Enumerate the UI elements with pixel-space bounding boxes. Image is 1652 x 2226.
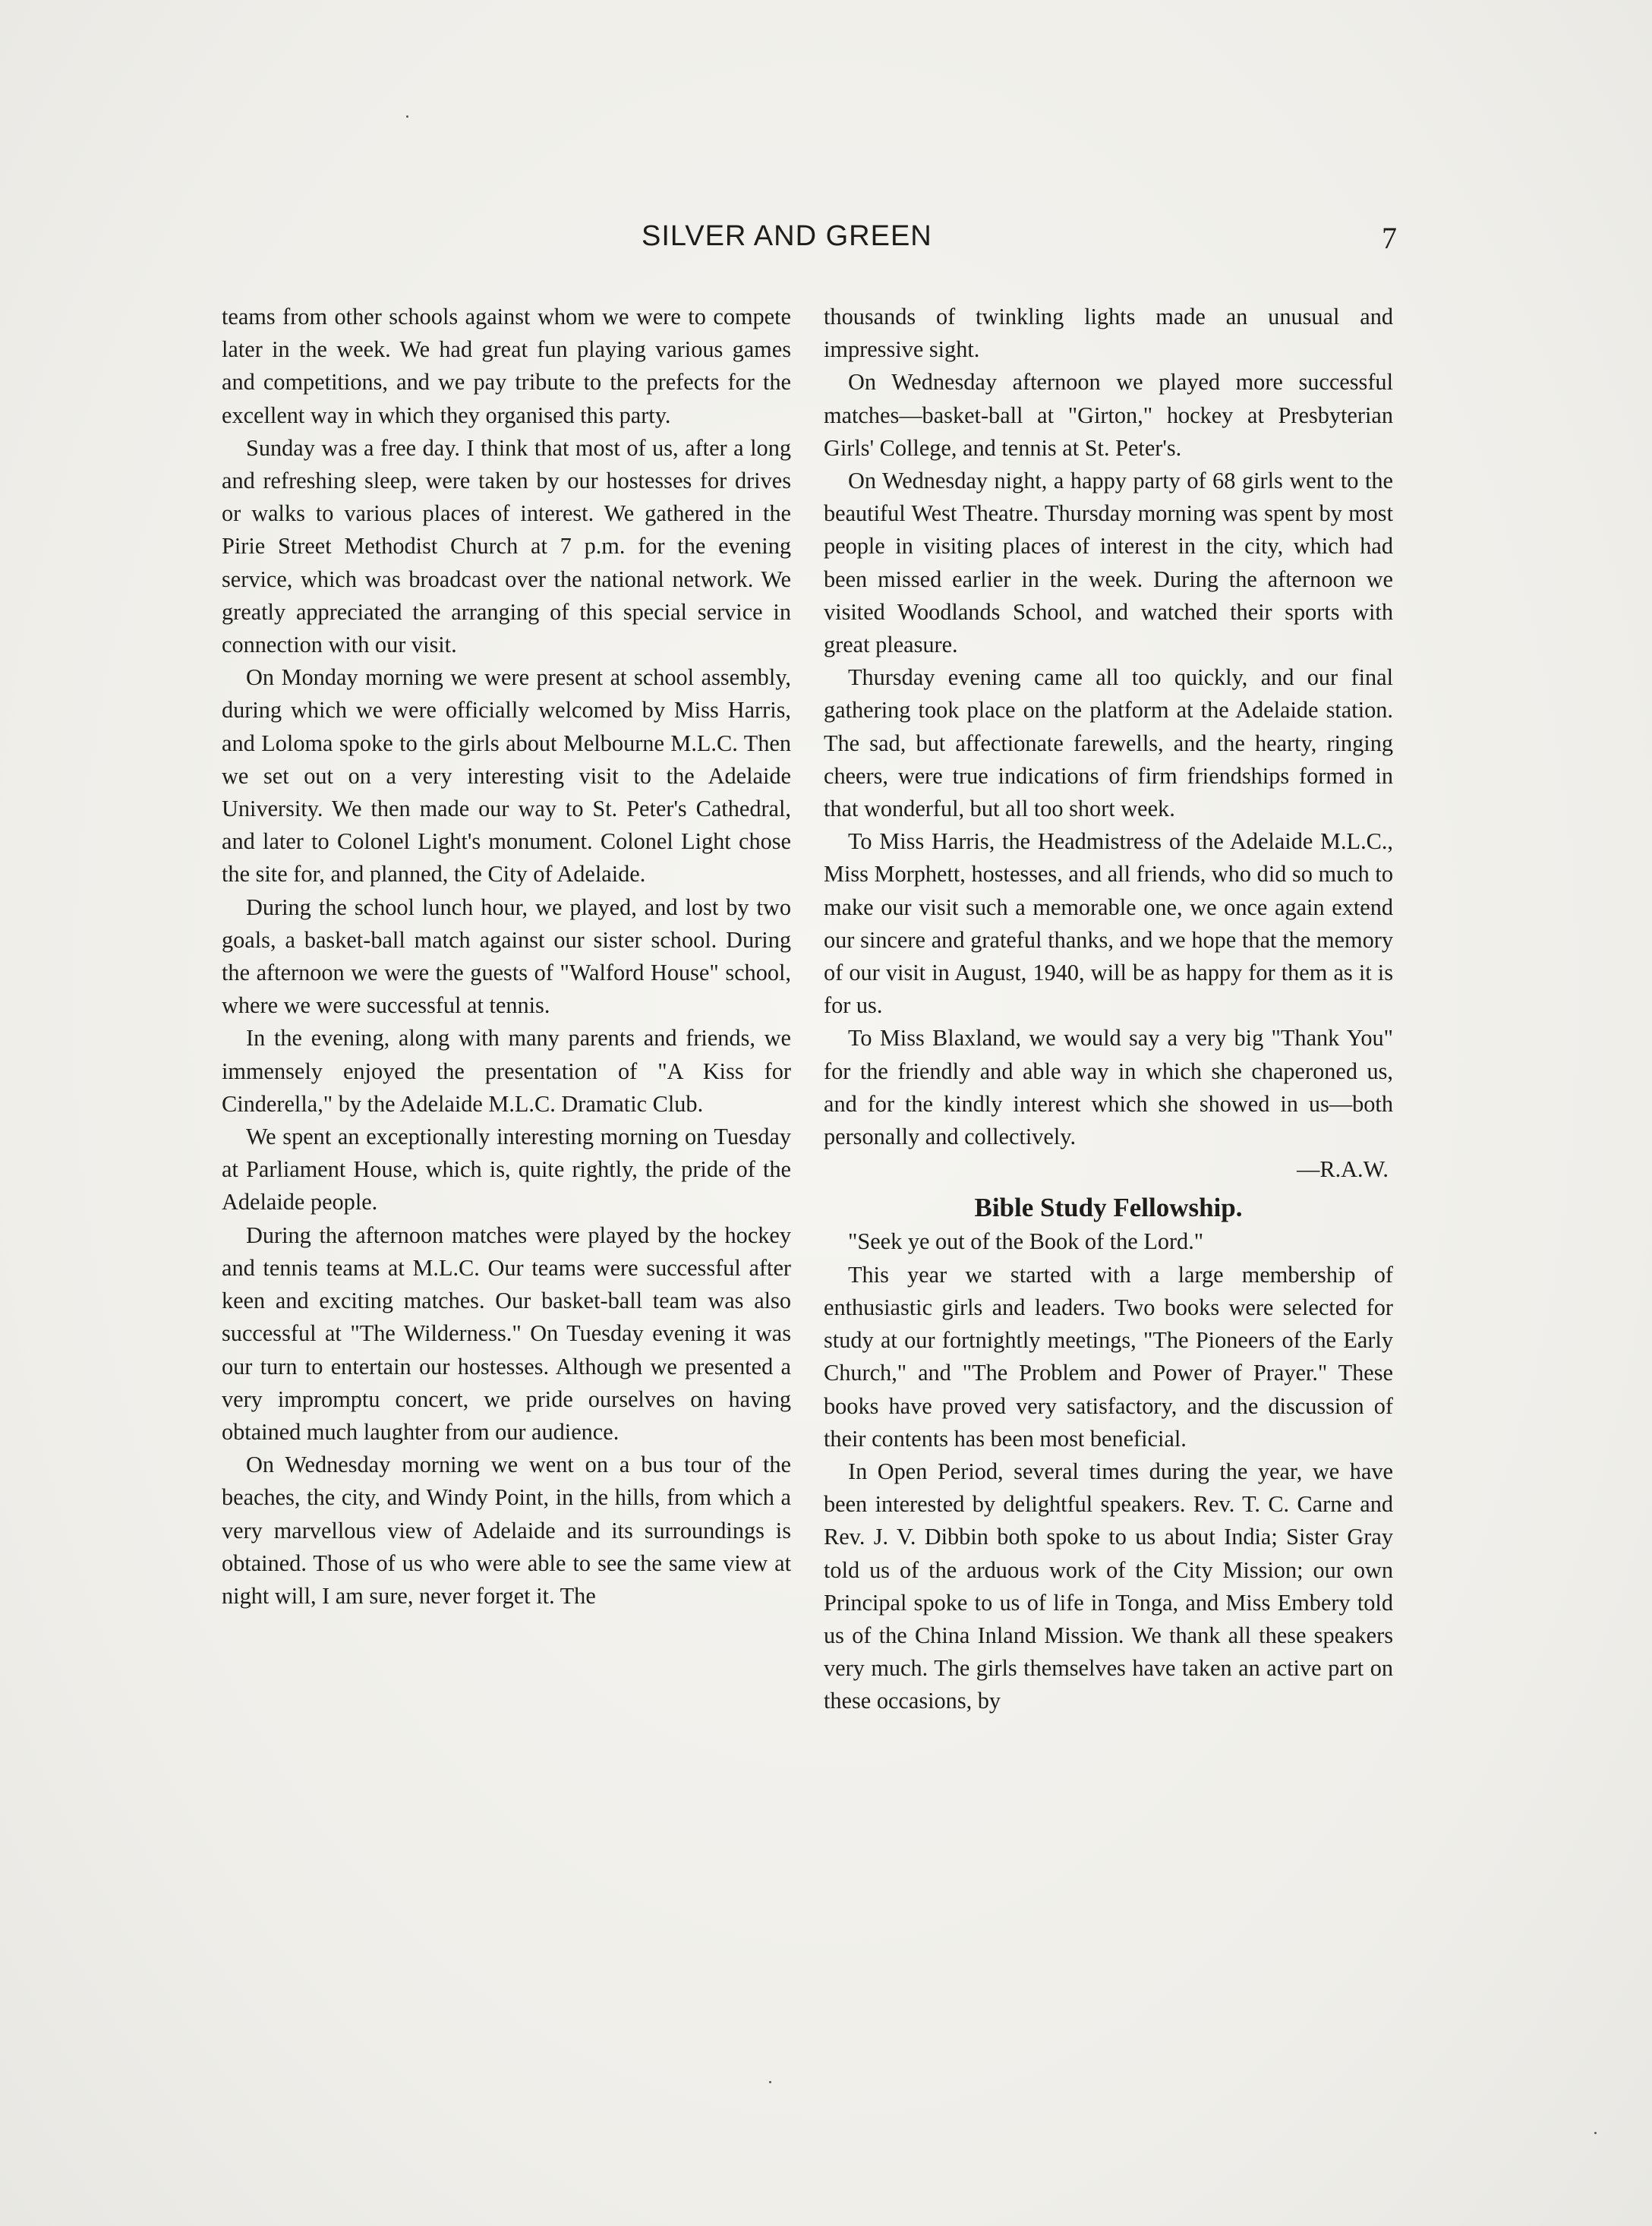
paragraph: To Miss Harris, the Headmistress of the Adelaide M.L.C., Miss Morphett, hostesses, and all friends, who did so much to make our visit such a memorable one, we once again extend our sincere and grateful thanks, and we hope that the memory of our visit in August, 1940, will be as happy for them as it is for us.: [824, 828, 1393, 1019]
paragraph: On Monday morning we were present at school assembly, during which we were officially welcomed by Miss Harris, and Loloma spoke to the girls about Melbourne M.L.C. Then we set out on a very interesting visit to the Adelaide University. We then made our way to St. Peter's Cathedral, and later to Colonel Light's monument. Colonel Light chose the site for, and planned, the City of Adelaide.: [222, 664, 791, 888]
paper-speck: [1594, 2132, 1597, 2134]
paragraph: To Miss Blaxland, we would say a very big "Thank You" for the friendly and able way in which she chaperoned us, and for the kindly interest which she showed in us—both personally and collectively.: [824, 1025, 1393, 1150]
author-signature: —R.A.W.: [1297, 1156, 1389, 1183]
left-column: [222, 301, 791, 1613]
page-header: [220, 220, 1397, 266]
paragraph: We spent an exceptionally interesting morning on Tuesday at Parliament House, which is, quite rightly, the pride of the Adelaide people.: [222, 1124, 791, 1215]
paragraph: On Wednesday afternoon we played more successful matches—basket-ball at "Girton," hockey at Presbyterian Girls' College, and tennis at St. Peter's.: [824, 369, 1393, 461]
paragraph: Sunday was a free day. I think that most of us, after a long and refreshing sleep, were taken by our hostesses for drives or walks to various places of interest. We gathered in the Pirie Street Methodist Church at 7 p.m. for the evening service, which was broadcast over the national network. We greatly appreciated the arranging of this special service in connection with our visit.: [222, 434, 791, 658]
paragraph: This year we started with a large membership of enthusiastic girls and leaders. Two books were selected for study at our fortnightly meetings, "The Pioneers of the Early Church," and "The Problem and Power of Prayer." These books have proved very satisfactory, and the discussion of their contents has been most beneficial.: [824, 1261, 1393, 1452]
paragraph: In Open Period, several times during the year, we have been interested by delightful speakers. Rev. T. C. Carne and Rev. J. V. Dibbin both spoke to us about India; Sister Gray told us of the arduous work of the City Mission; our own Principal spoke to us of life in Tonga, and Miss Embery told us of the China Inland Mission. We thank all these speakers very much. The girls themselves have taken an active part on these occasions, by: [824, 1458, 1393, 1714]
section-heading: Bible Study Fellowship.: [974, 1193, 1243, 1223]
right-column: [824, 301, 1393, 1718]
section-motto: "Seek ye out of the Book of the Lord.": [848, 1228, 1204, 1255]
paragraph: teams from other schools against whom we were to compete later in the week. We had great fun playing various games and competitions, and we pay tribute to the prefects for the excellent way in which they organised this party.: [222, 304, 791, 428]
page-number: 7: [1382, 221, 1397, 255]
paragraph: During the school lunch hour, we played, and lost by two goals, a basket-ball match against our sister school. During the afternoon we were the guests of "Walford House" school, where we were successful at tennis.: [222, 894, 791, 1019]
paragraph: thousands of twinkling lights made an unusual and impressive sight.: [824, 304, 1393, 363]
paragraph: On Wednesday night, a happy party of 68 girls went to the beautiful West Theatre. Thursday morning was spent by most people in visiting places of interest in the city, which had been missed earlier in the week. During the afternoon we visited Woodlands School, and watched their sports with great pleasure.: [824, 468, 1393, 658]
paragraph: Thursday evening came all too quickly, and our final gathering took place on the platform at the Adelaide station. The sad, but affectionate farewells, and the hearty, ringing cheers, were true indications of firm friendships formed in that wonderful, but all too short week.: [824, 664, 1393, 822]
publication-title: SILVER AND GREEN: [642, 220, 932, 252]
paper-speck: [769, 2081, 771, 2083]
paper-speck: [406, 115, 408, 118]
paragraph: In the evening, along with many parents and friends, we immensely enjoyed the presentation of "A Kiss for Cinderella," by the Adelaide M.L.C. Dramatic Club.: [222, 1025, 791, 1117]
paragraph: On Wednesday morning we went on a bus tour of the beaches, the city, and Windy Point, in the hills, from which a very marvellous view of Adelaide and its surroundings is obtained. Those of us who were able to see the same view at night will, I am sure, never forget it. The: [222, 1452, 791, 1609]
paragraph: During the afternoon matches were played by the hockey and tennis teams at M.L.C. Our teams were successful after keen and exciting matches. Our basket-ball team was also successful at "The Wilderness." On Tuesday evening it was our turn to entertain our hostesses. Although we presented a very impromptu concert, we pride ourselves on having obtained much laughter from our audience.: [222, 1222, 791, 1445]
